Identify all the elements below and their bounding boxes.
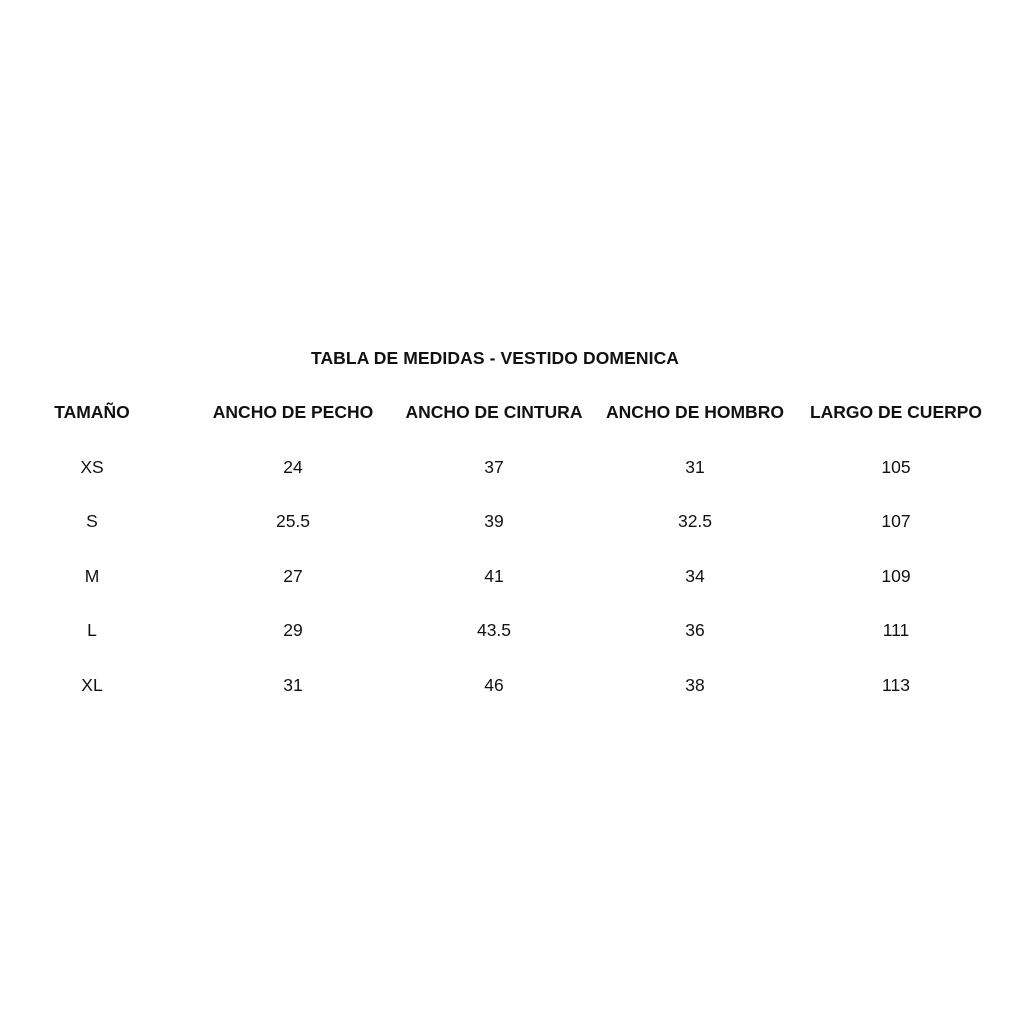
table-cell-chest-width: 25.5 bbox=[275, 511, 311, 531]
table-cell-shoulder-width: 34 bbox=[685, 566, 705, 586]
table-cell-size: XL bbox=[81, 675, 103, 695]
table-cell-size: M bbox=[84, 566, 100, 586]
header-body-length: LARGO DE CUERPO bbox=[809, 402, 983, 422]
table-cell-waist-width: 46 bbox=[484, 675, 504, 695]
table-cell-chest-width: 27 bbox=[283, 566, 303, 586]
table-cell-shoulder-width: 36 bbox=[685, 620, 705, 640]
table-cell-size: L bbox=[87, 620, 97, 640]
table-cell-body-length: 111 bbox=[882, 620, 910, 640]
header-waist-width: ANCHO DE CINTURA bbox=[405, 402, 583, 422]
chart-title: TABLA DE MEDIDAS - VESTIDO DOMENICA bbox=[310, 348, 680, 368]
table-cell-body-length: 109 bbox=[881, 566, 911, 586]
header-chest-width: ANCHO DE PECHO bbox=[212, 402, 374, 422]
table-cell-waist-width: 43.5 bbox=[476, 620, 512, 640]
table-cell-shoulder-width: 32.5 bbox=[677, 511, 713, 531]
table-cell-waist-width: 41 bbox=[484, 566, 504, 586]
table-cell-shoulder-width: 38 bbox=[685, 675, 705, 695]
table-cell-waist-width: 39 bbox=[484, 511, 504, 531]
table-cell-body-length: 107 bbox=[881, 511, 911, 531]
table-cell-body-length: 113 bbox=[882, 675, 910, 695]
table-cell-shoulder-width: 31 bbox=[685, 457, 705, 477]
table-cell-chest-width: 31 bbox=[283, 675, 303, 695]
header-shoulder-width: ANCHO DE HOMBRO bbox=[606, 402, 784, 422]
table-cell-body-length: 105 bbox=[881, 457, 911, 477]
table-cell-chest-width: 29 bbox=[283, 620, 303, 640]
table-cell-size: XS bbox=[80, 457, 104, 477]
table-cell-chest-width: 24 bbox=[283, 457, 303, 477]
table-cell-size: S bbox=[86, 511, 98, 531]
header-size: TAMAÑO bbox=[54, 402, 130, 422]
table-cell-waist-width: 37 bbox=[484, 457, 504, 477]
